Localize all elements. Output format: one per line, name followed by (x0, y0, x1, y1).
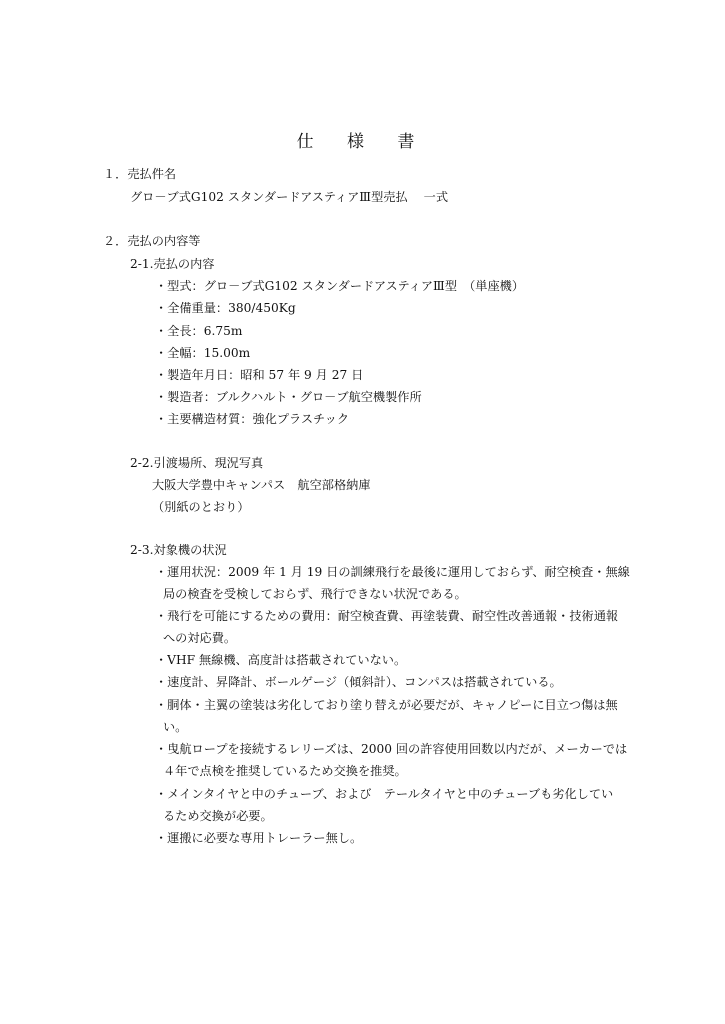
status-line: ・運用状況：2009 年 1 月 19 日の訓練飛行を最後に運用しておらず、耐空検査・無線 (155, 565, 630, 579)
section1-body: グロ－ブ式G102 スタンダードアスティアⅢ型売払 一式 (130, 190, 449, 204)
status-line: 局の検査を受検しておらず、飛行できない状況である。 (163, 587, 467, 601)
status-line: ４年で点検を推奨しているため交換を推奨。 (163, 764, 407, 778)
spec-item: ・製造年月日：昭和 57 年 9 月 27 日 (155, 368, 364, 382)
section2-heading: ２．売払の内容等 (103, 234, 201, 248)
spec-item: ・全幅：15.00m (155, 346, 251, 360)
status-line: ・VHF 無線機、高度計は搭載されていない。 (155, 653, 407, 667)
spec-item: ・製造者：ブルクハルト・グロ－ブ航空機製作所 (155, 390, 422, 404)
sub2-heading: 2-2.引渡場所、現況写真 (130, 456, 264, 470)
status-line: ・速度計、昇降計、ボールゲージ（傾斜計）、コンパスは搭載されている。 (155, 675, 562, 689)
spec-item: ・全長：6.75m (155, 324, 243, 338)
status-line: ・胴体・主翼の塗装は劣化しており塗り替えが必要だが、キャノピーに目立つ傷は無 (155, 698, 618, 712)
document-title: 仕 様 書 (296, 132, 429, 152)
status-line: ・運搬に必要な専用トレーラー無し。 (155, 831, 363, 845)
status-line: ・メインタイヤと中のチューブ、および テールタイヤと中のチューブも劣化してい (155, 787, 614, 801)
spec-item: ・全備重量：380/450Kg (155, 301, 296, 315)
sub3-heading: 2-3.対象機の状況 (130, 543, 227, 557)
spec-item: ・型式：グロ－ブ式G102 スタンダードアスティアⅢ型 （単座機） (155, 279, 525, 293)
status-line: い。 (163, 720, 188, 734)
delivery-place: 大阪大学豊中キャンパス 航空部格納庫 (152, 478, 371, 492)
status-line: ・曳航ロープを接続するレリーズは、2000 回の許容使用回数以内だが、メーカーでは (155, 742, 628, 756)
status-line: ・飛行を可能にするための費用：耐空検査費、再塗装費、耐空性改善通報・技術通報 (155, 609, 619, 623)
status-line: るため交換が必要。 (163, 809, 273, 823)
section1-heading: １．売払件名 (103, 167, 177, 181)
sub1-heading: 2-1.売払の内容 (130, 257, 215, 271)
status-line: への対応費。 (163, 631, 237, 645)
photo-note: （別紙のとおり） (152, 500, 250, 514)
spec-item: ・主要構造材質：強化プラスチック (155, 412, 350, 426)
